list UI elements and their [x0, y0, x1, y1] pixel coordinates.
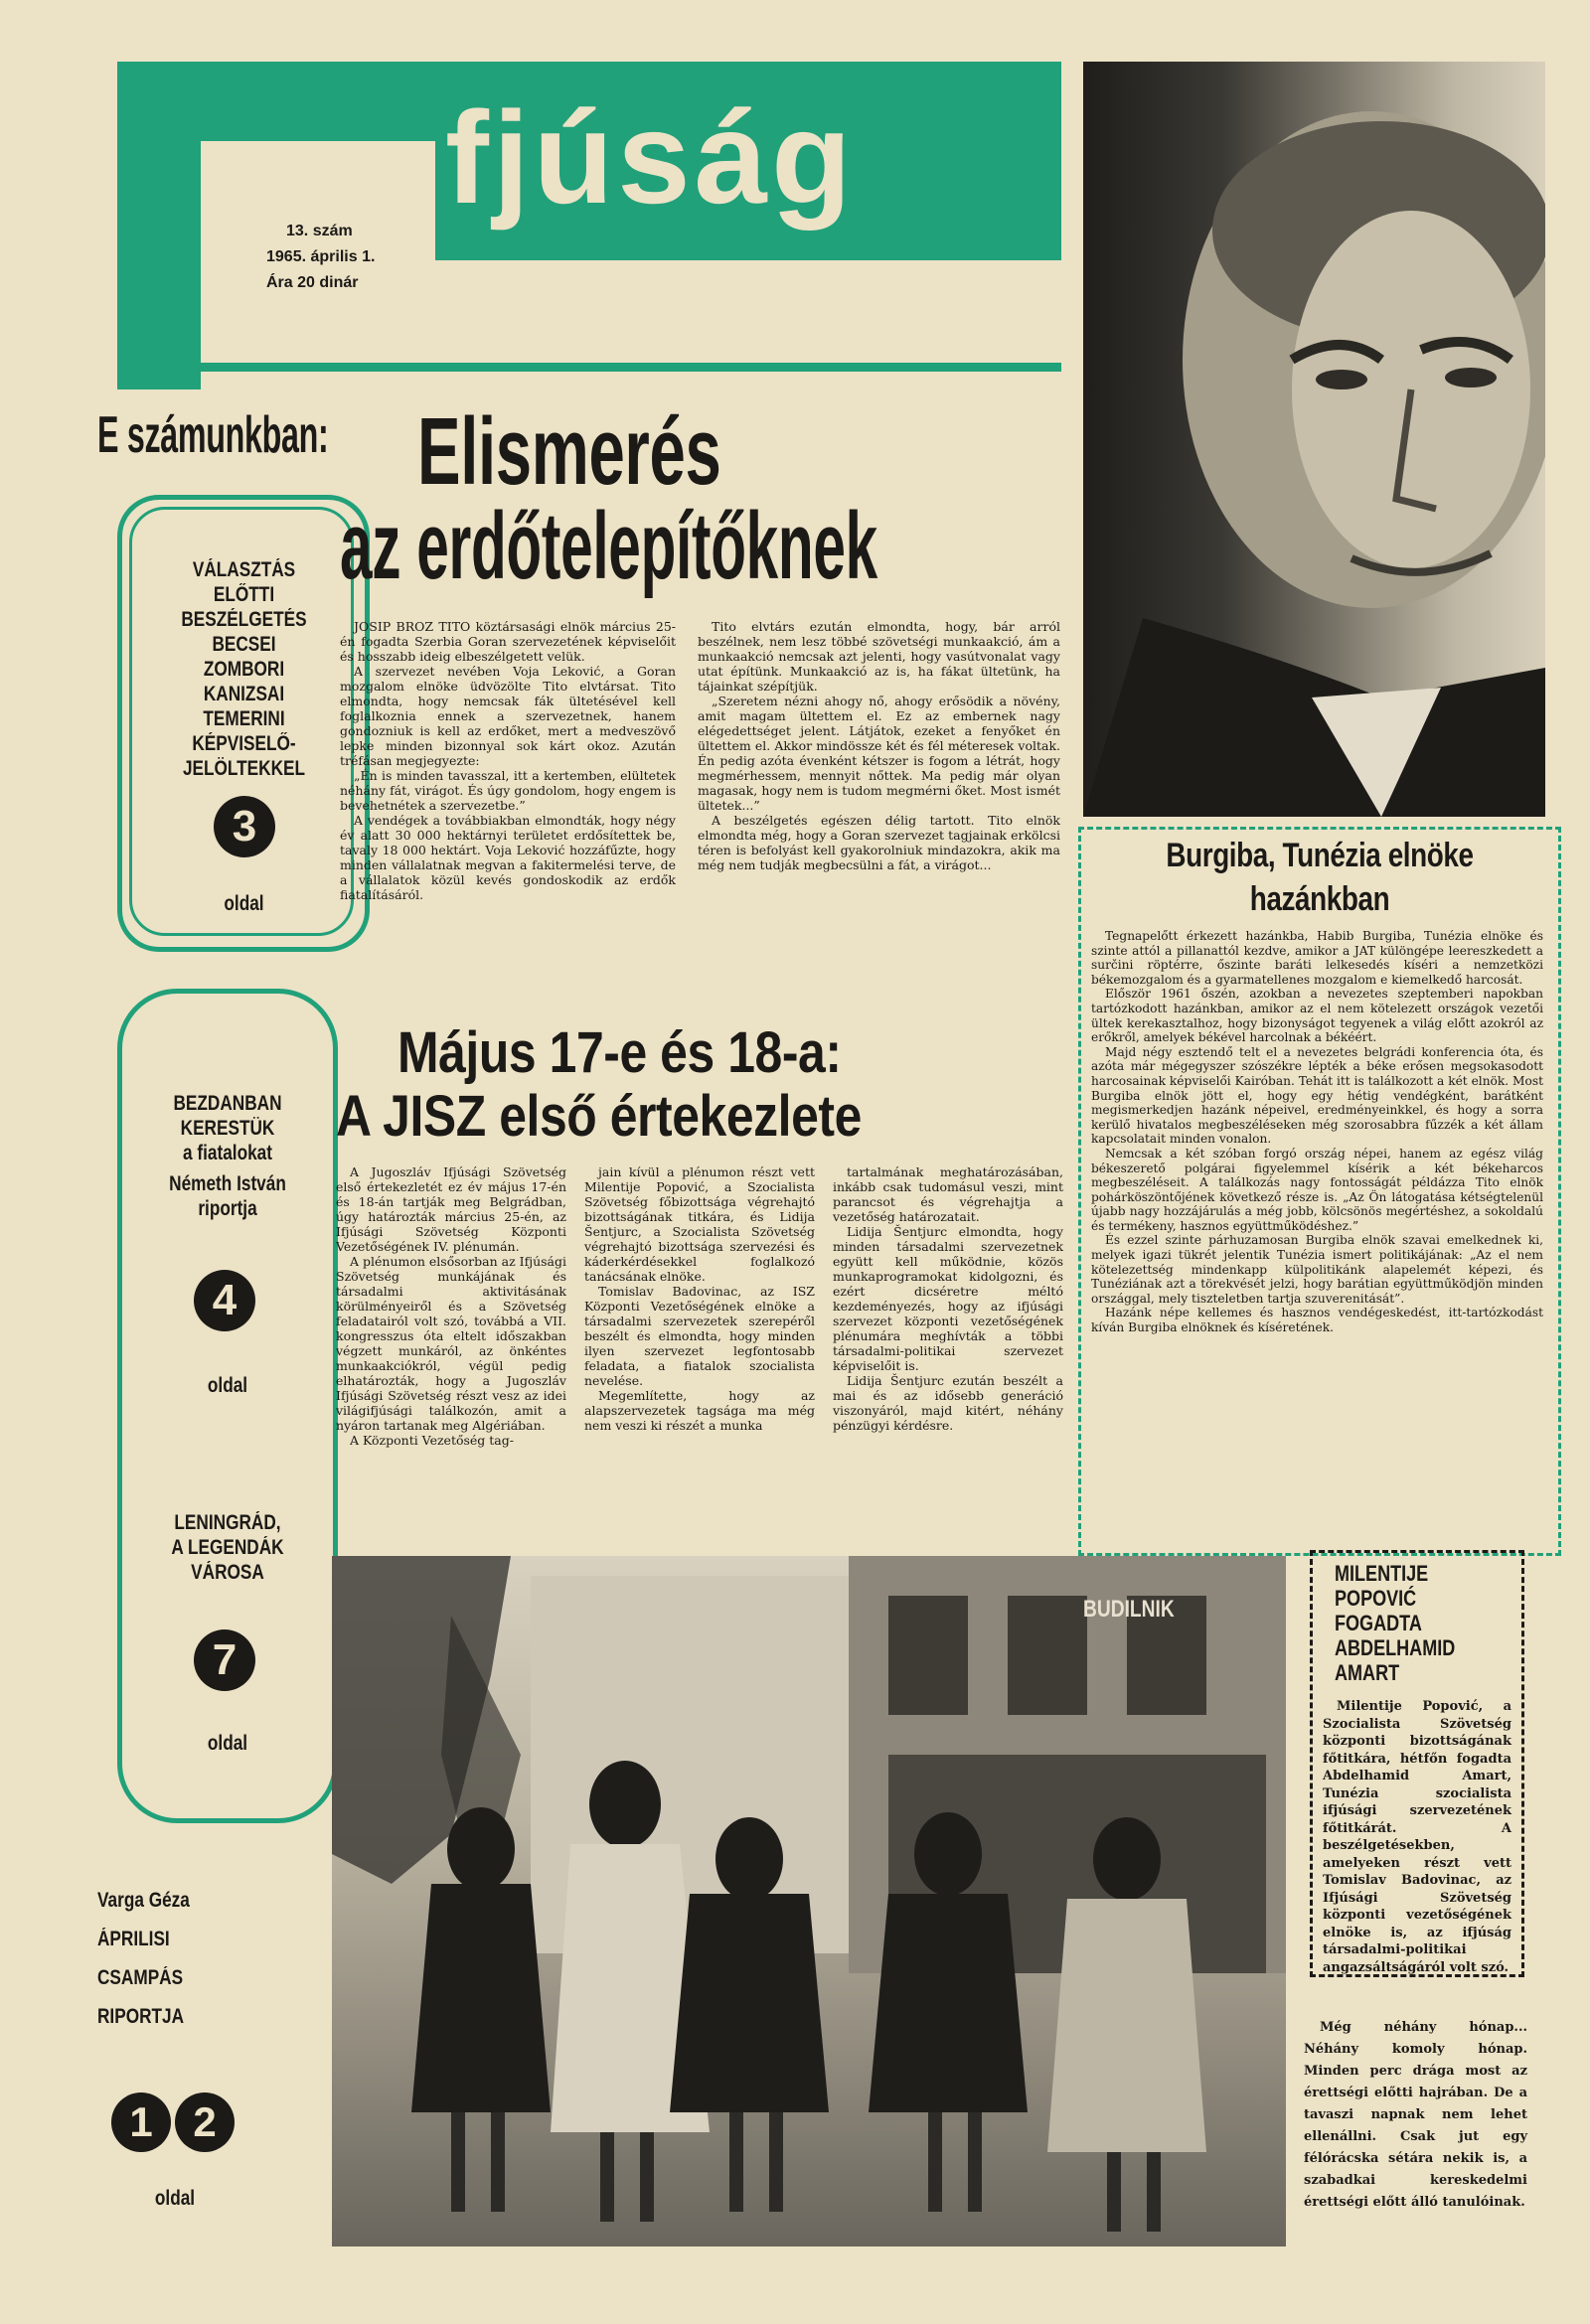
toc-line: VÁLASZTÁS [192, 558, 296, 581]
paragraph: A szervezet nevében Voja Leković, a Goran mozgalom elnöke üdvözölte Tito elvtársat. Tito elmondta, hogy nemcsak fák ültetésével kell foglalkoznia ennek a szervezetnek, hanem gondozniuk is kell az erdőket, mert a medveszövő lepke minden bizonnyal sok kárt okoz. Azután tréfásan megjegyezte: [340, 664, 676, 768]
burgiba-text [1091, 929, 1543, 1335]
masthead-rule [117, 363, 1061, 372]
paragraph: Először 1961 őszén, azokban a nevezetes szeptemberi napokban tartózkodott hazánkban, amikor az el nem kötelezett országok vezetői ültek kerekasztalhoz, hogy bizonyságot tegyenek a világ előtt azokról az erőkről, amelyek békével harcolnak a békéért. [1091, 987, 1543, 1045]
article1-column-1 [340, 619, 676, 902]
page-number-badge: 2 [175, 2092, 235, 2152]
toc-line: ZOMBORI [203, 658, 285, 681]
photo-caption: Még néhány hónap... Néhány komoly hónap. Minden perc drága most az érettségi előtti hajrában. De a tavaszi napnak nem lehet ellenállni. Csak jut egy félórácska sétára nekik is, a szabadkai kereskedelmi érettségi előtt álló tanulóinak. [1304, 2020, 1527, 2210]
toc-line: A LEGENDÁK [171, 1536, 284, 1559]
popovic-text: Milentije Popović, a Szocialista Szövetség központi bizottságának főtitkára, hétfőn fogadta Abdelhamid Amart, Tunézia szocialista ifjúsági szervezetének főtitkárát. A beszélgetésekben, amelyeken részt vett Tomislav Badovinac, az Ifjúsági Szövetség központi vezetőségének elnöke is, az ifjúság társadalmi-politikai angazsáltságáról volt szó. [1323, 1699, 1511, 1975]
article2-headline-abbr: A JISZ [336, 1084, 486, 1149]
toc-item-3[interactable] [117, 495, 370, 952]
article1-headline-1: Elismerés [417, 398, 721, 505]
paragraph: jain kívül a plénumon részt vett Milentije Popović, a Szocialista Szövetség főbizottsága végrehajtó bizottságának titkára, és Lidija Šentjurc, a Szocialista Szövetség végrehajtó bizottsága szervezési és káderkérdésekkel foglalkozó tanácsának elnöke. [584, 1164, 815, 1284]
paragraph: Majd négy esztendő telt el a nevezetes belgrádi konferencia óta, és azóta már mégegyszer szószékre lépték a béke erősen megsokasodott harcosainak képviselői Kairóban. Tehát itt is találkozott a két elnök. Most Burgiba elnök jött el, hogy egy hétig vendégként, barátként megismerkedjen hazánk népeivel, eredményeinkkel, és hogy a sorra kerülő hivatalos megbeszéléseken még szorosabbra fűzzék a két állam kapcsolatait minden vonalon. [1091, 1044, 1543, 1147]
page-label: oldal [207, 1732, 248, 1755]
masthead-title: fjúság [445, 84, 856, 231]
paragraph: A Jugoszláv Ifjúsági Szövetség első értekezletét ez év május 17-én és 18-án tartják meg Belgrádban, úgy határozták március 25-én, az Ifjúsági Szövetség Központi Vezetőségének IV. plénumán. [336, 1164, 566, 1254]
headline-line: POPOVIĆ [1335, 1586, 1417, 1611]
page-label: oldal [224, 892, 264, 915]
toc-item-4[interactable] [117, 989, 338, 1823]
page-number-badge: 3 [214, 796, 275, 857]
toc-item-7-text [117, 1510, 338, 1585]
toc-line: riportja [198, 1197, 257, 1220]
paragraph: Tito elvtárs ezután elmondta, hogy, bár arról beszélnek, nem lesz többé szövetségi munkaakció, ám a munkaakció nemcsak azt jelenti, hogy vasútvonalat vagy utat építünk. Munkaakció az is, ha fákat ültetünk, ha tájainkat szépítjük. [698, 619, 1060, 694]
burgiba-headline-1: Burgiba, Tunézia elnöke [1166, 837, 1474, 874]
paragraph: És ezzel szinte párhuzamosan Burgiba elnök szavai emelkednek ki, melyek igazi tükrét jelentik Tunézia ismert politikájának: „Az el nem kötelezettség mindenkapp külpolitikánk alapelemét képezi, és Tunéziának azt a törekvését jelzi, hogy barátian együttműködjön minden országgal, mely tiszteletben tartja szuverenitását”. [1091, 1233, 1543, 1306]
paragraph: Tomislav Badovinac, az ISZ Központi Vezetőségének elnöke a társadalmi szervezetek szerepéről beszélt és elmondta, hogy minden ilyen szervezet legfontosabb feladata, a fiatalok szocialista nevelése. [584, 1284, 815, 1388]
toc-item-3-text [132, 557, 356, 781]
paragraph: Lidija Šentjurc ezután beszélt a mai és az idősebb generáció viszonyáról, majd kitért, néhány pénzügyi kérdésre. [833, 1373, 1063, 1433]
article2-headline-2 [336, 1085, 862, 1149]
paragraph: A Központi Vezetőség tag- [350, 1433, 514, 1448]
headline-line: MILENTIJE [1335, 1561, 1429, 1586]
street-photo-drawing [332, 1556, 1286, 2247]
toc-line: KANIZSAI [203, 683, 285, 705]
article2-column-2 [584, 1164, 815, 1433]
paragraph: Tegnapelőtt érkezett hazánkba, Habib Burgiba, Tunézia elnöke és szinte attól a pillanattól kezdve, amikor a JAT különgépe leereszkedett a surčini röptérre, őszinte baráti lelkesedés kíséri a nemzetközi békemozgalom és a gyarmatellenes mozgalom e kiemelkedő harcosát. [1091, 929, 1543, 987]
toc-line: VÁROSA [191, 1561, 264, 1584]
toc-line: BESZÉLGETÉS [181, 608, 307, 631]
portrait-drawing [1083, 62, 1545, 817]
toc-line: Németh István [169, 1172, 286, 1195]
masthead [117, 62, 1061, 372]
masthead-initial-stem [117, 141, 201, 389]
toc-line: a fiatalokat [183, 1142, 272, 1164]
issue-number: 13. szám [286, 223, 353, 239]
toc-line: CSAMPÁS [97, 1966, 184, 1989]
toc-line: Varga Géza [97, 1889, 190, 1912]
paragraph: Nemcsak a két szóban forgó ország népei, hanem az egész világ békeszerető polgárai figyelemmel kísérik a két békeharcos megbeszéléseit. A találkozás nagy fontosságát példázza Tito elnök pohárköszöntőjének következő része is. „Az Ön látogatása kétségtelenül újabb nagy hozzájárulás a még jobb, kölcsönös megértéshez, a sokoldalú és termékeny, hasznos együttműködéshez.” [1091, 1146, 1543, 1233]
popovic-headline [1335, 1561, 1513, 1685]
toc-line: ÁPRILISI [97, 1928, 170, 1950]
masthead-info [266, 219, 375, 296]
popovic-box [1310, 1550, 1524, 1977]
paragraph: „Én is minden tavasszal, itt a kertemben, elültetek néhány fát, virágot. És úgy gondolom, hogy engem is bevehetnétek a szervezetbe.” [340, 768, 676, 813]
paragraph: A beszélgetés egészen délig tartott. Tito elnök elmondta még, hogy a Goran szervezet tagjainak erkölcsi téren is befolyást kell gyakorolniuk mindazokra, akik ma még nem tudják megbecsülni a fát, a virágot... [698, 813, 1060, 872]
toc-line: TEMERINI [203, 707, 285, 730]
issue-date: 1965. április 1. [266, 248, 376, 265]
toc-line: BECSEI [212, 633, 276, 656]
issue-price: Ára 20 dinár [266, 274, 359, 291]
paragraph: A plénumon elsősorban az Ifjúsági Szövetség munkájának és társadalmi aktivitásának körülményeiről és a Szövetség feladatairól volt szó, továbbá a VII. kongresszus óta eltelt időszakban végzett munkáról, az önkéntes munkaakciókról, végül pedig elhatározták, hogy a Jugoszláv Ifjúsági Szövetség részt vesz az idei világifjúsági találkozón, amit a nyáron tartanak meg Algériában. [336, 1254, 566, 1433]
toc-line: KERESTÜK [180, 1117, 275, 1140]
headline-line: ABDELHAMID [1335, 1635, 1456, 1660]
paragraph: tartalmának meghatározásában, inkább csak tudomásul veszi, mint parancsot és végrehajtja a vezetőség határozatait. [833, 1164, 1063, 1224]
page-label: oldal [154, 2187, 196, 2210]
paragraph: „Szeretem nézni ahogy nő, ahogy erősödik a növény, amit magam ültettem el. Ez az embernek nagy elégedettséget jelent. Látjátok, ezeket a fenyőket én ültettem el. Akkor mindössze két és fél méteresek voltak. Én pedig azóta évenként kétszer is fogom a létrát, hogy megmérhessem, mennyit nőttek. Ma pedig már olyan magasak, hogy nem is tudom megmérni őket. Most ismét ültetek...” [698, 694, 1060, 813]
toc-line: ELŐTTI [213, 583, 275, 606]
article2-column-1 [336, 1164, 566, 1448]
page-label: oldal [207, 1374, 248, 1397]
article2-column-3 [833, 1164, 1063, 1433]
toc-item-4-text [117, 1091, 338, 1221]
burgiba-box [1078, 827, 1561, 1556]
page-number-badge: 1 [111, 2092, 171, 2152]
toc-line: KÉPVISELŐ- [192, 732, 296, 755]
portrait-photo [1083, 62, 1545, 817]
page-number-badge: 4 [194, 1270, 255, 1331]
toc-line: LENINGRÁD, [174, 1511, 281, 1534]
street-photo [332, 1556, 1286, 2247]
masthead-initial-block [117, 62, 445, 141]
toc-line: JELÖLTEKKEL [182, 757, 306, 780]
burgiba-headline-2: hazánkban [1249, 880, 1390, 918]
headline-line: FOGADTA [1335, 1611, 1422, 1635]
toc-label: E számunkban: [97, 406, 329, 464]
paragraph: JOSIP BROZ TITO köztársasági elnök március 25-én fogadta Szerbia Goran szervezetének képviselőit és hosszabb ideig elbeszélgetett velük. [340, 619, 676, 664]
toc-line: RIPORTJA [97, 2005, 185, 2028]
article1-column-2 [698, 619, 1060, 872]
article2-headline-rest: első értekezlete [499, 1084, 862, 1149]
shop-sign: BUDILNIK [1083, 1596, 1175, 1623]
paragraph: A vendégek a továbbiakban elmondták, hogy négy év alatt 30 000 hektárnyi területet erdősítettek be, tavaly 18 000 hektárt. Voja Leković hozzáfűzte, hogy minden vállalatnak megvan a fakitermelési terve, de a vállalatok közül kevés gondoskodik az erdők fiatalításáról. [340, 813, 676, 902]
toc-item-12[interactable] [97, 1888, 296, 2226]
headline-line: AMART [1335, 1660, 1400, 1685]
page-number-badge: 7 [194, 1629, 255, 1691]
article1-headline-2: az erdőtelepítőknek [340, 493, 877, 599]
toc-line: BEZDANBAN [173, 1092, 282, 1115]
article2-headline-1: Május 17-e és 18-a: [398, 1020, 842, 1085]
paragraph: Megemlítette, hogy az alapszervezetek tagsága ma még nem veszi ki részét a munka [584, 1388, 815, 1433]
paragraph: Lidija Šentjurc elmondta, hogy minden társadalmi szervezetnek együtt kell működnie, közös munkaprogramokat kidolgozni, és ezért dicséretre méltó kezdeményezés, hogy az ifjúsági szervezet központi vezetőségének plénumára meghívták a többi társadalmi-politikai szervezet képviselőit is. [833, 1224, 1063, 1373]
paragraph: Hazánk népe kellemes és hasznos vendégeskedést, itt-tartózkodást kíván Burgiba elnöknek és kíséretének. [1091, 1306, 1543, 1335]
